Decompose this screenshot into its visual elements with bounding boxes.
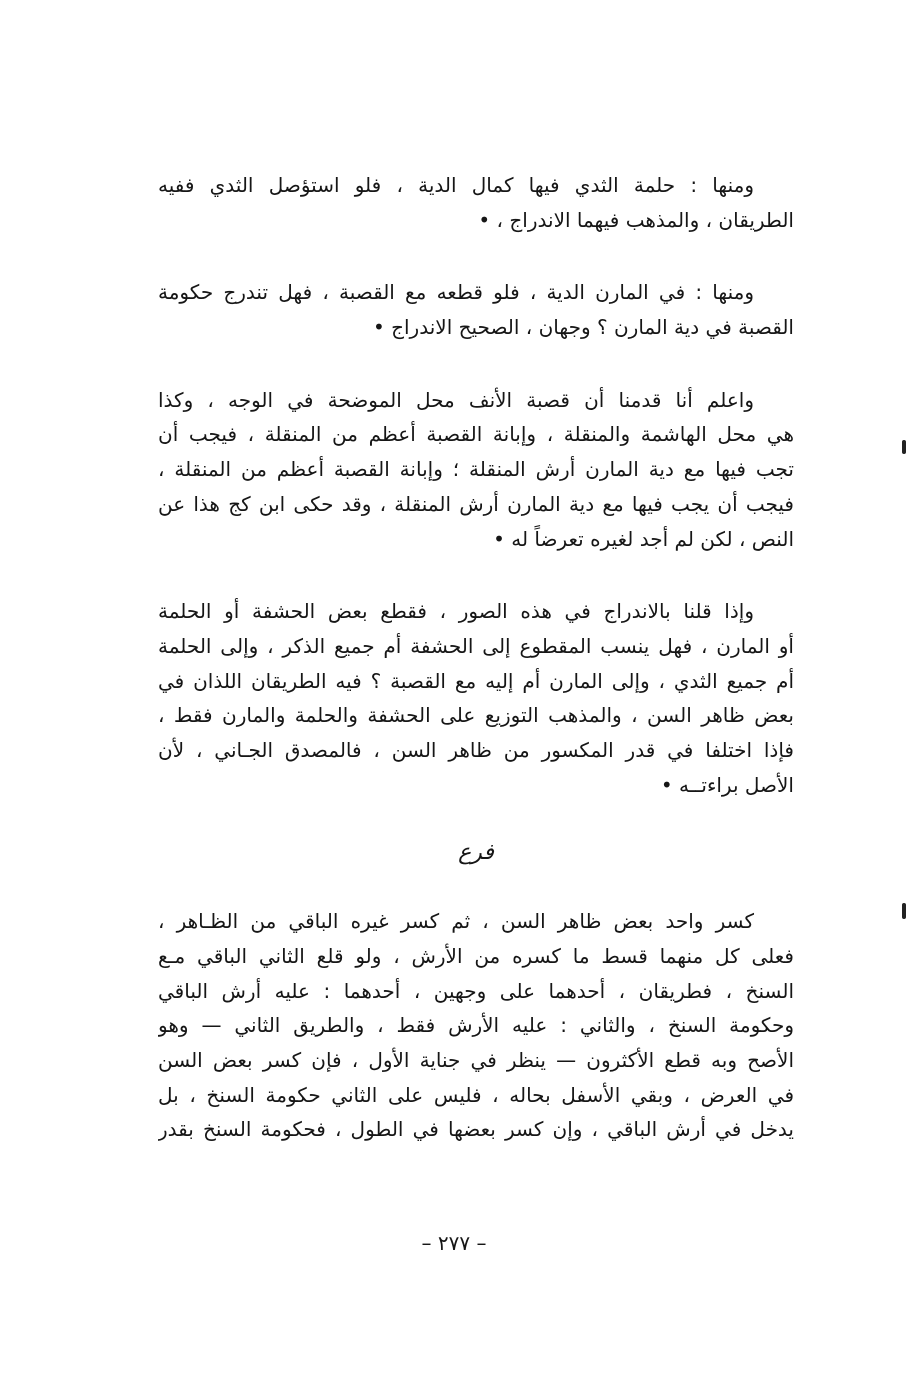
- paragraph-1: [158, 168, 794, 237]
- text-line: ومنها : في المارن الدية ، فلو قطعه مع القصبة ، فهل تندرج حكومة: [158, 280, 754, 305]
- text-line: واعلم أنا قدمنا أن قصبة الأنف محل الموضحة في الوجه ، وكذا: [158, 387, 754, 412]
- text-line: السنخ ، فطريقان ، أحدهما على وجهين ، أحدهما : عليه أرش الباقي: [158, 978, 794, 1003]
- text-line: بعض ظاهر السن ، والمذهب التوزيع على الحشفة والحلمة والمارن فقط ،: [158, 703, 794, 728]
- text-line: وإذا قلنا بالاندراج في هذه الصور ، فقطع بعض الحشفة أو الحلمة: [158, 599, 754, 624]
- paragraph-2: [158, 275, 794, 344]
- text-line: هي محل الهاشمة والمنقلة ، وإبانة القصبة أعظم من المنقلة ، فيجب أن: [158, 422, 794, 447]
- text-line: القصبة في دية المارن ؟ وجهان ، الصحيح الاندراج •: [372, 315, 794, 340]
- text-line: وحكومة السنخ ، والثاني : عليه الأرش فقط ، والطريق الثاني — وهو: [158, 1013, 794, 1038]
- text-line: فيجب أن يجب فيها مع دية المارن أرش المنقلة ، وقد حكى ابن كج هذا عن: [158, 491, 794, 516]
- text-line: يدخل في أرش الباقي ، وإن كسر بعضها في الطول ، فحكومة السنخ بقدر: [158, 1117, 794, 1142]
- paragraph-3: [158, 383, 794, 556]
- paragraph-4: [158, 594, 794, 802]
- text-line: فعلى كل منهما قسط ما كسره من الأرش ، ولو قلع الثاني الباقي مـع: [158, 944, 794, 968]
- text-line: ومنها : حلمة الثدي فيها كمال الدية ، فلو استؤصل الثدي ففيه: [158, 173, 754, 197]
- text-line: فإذا اختلفا في قدر المكسور من ظاهر السن ، فالمصدق الجـاني ، لأن: [158, 737, 794, 762]
- text-line: أم جميع الثدي ، وإلى المارن أم إليه مع القصبة ؟ فيه الطريقان اللذان في: [158, 668, 794, 693]
- text-line: في العرض ، وبقي الأسفل بحاله ، فليس على الثاني حكومة السنخ ، بل: [158, 1082, 794, 1107]
- text-line: الأصح وبه قطع الأكثرون — ينظر في جناية الأول ، فإن كسر بعض السن: [158, 1048, 794, 1073]
- page-number: – ٢٧٧ –: [421, 1231, 487, 1255]
- scan-mark: [902, 903, 906, 919]
- text-line: الأصل براءتــه •: [660, 772, 794, 797]
- text-line: النص ، لكن لم أجد لغيره تعرضاً له •: [493, 526, 794, 551]
- text-line: تجب فيها مع دية المارن أرش المنقلة ؛ وإبانة القصبة أعظم من المنقلة ،: [158, 457, 794, 482]
- text-line: كسر واحد بعض ظاهر السن ، ثم كسر غيره الباقي من الظـاهر ،: [158, 909, 754, 934]
- main-text: [158, 168, 794, 1185]
- text-line: الطريقان ، والمذهب فيهما الاندراج ، •: [478, 207, 794, 232]
- text-line: أو المارن ، فهل ينسب المقطوع إلى الحشفة أم جميع الذكر ، وإلى الحلمة: [158, 633, 794, 658]
- scan-mark: [902, 440, 906, 454]
- paragraph-5: [158, 904, 794, 1147]
- section-heading: فرع: [458, 840, 494, 866]
